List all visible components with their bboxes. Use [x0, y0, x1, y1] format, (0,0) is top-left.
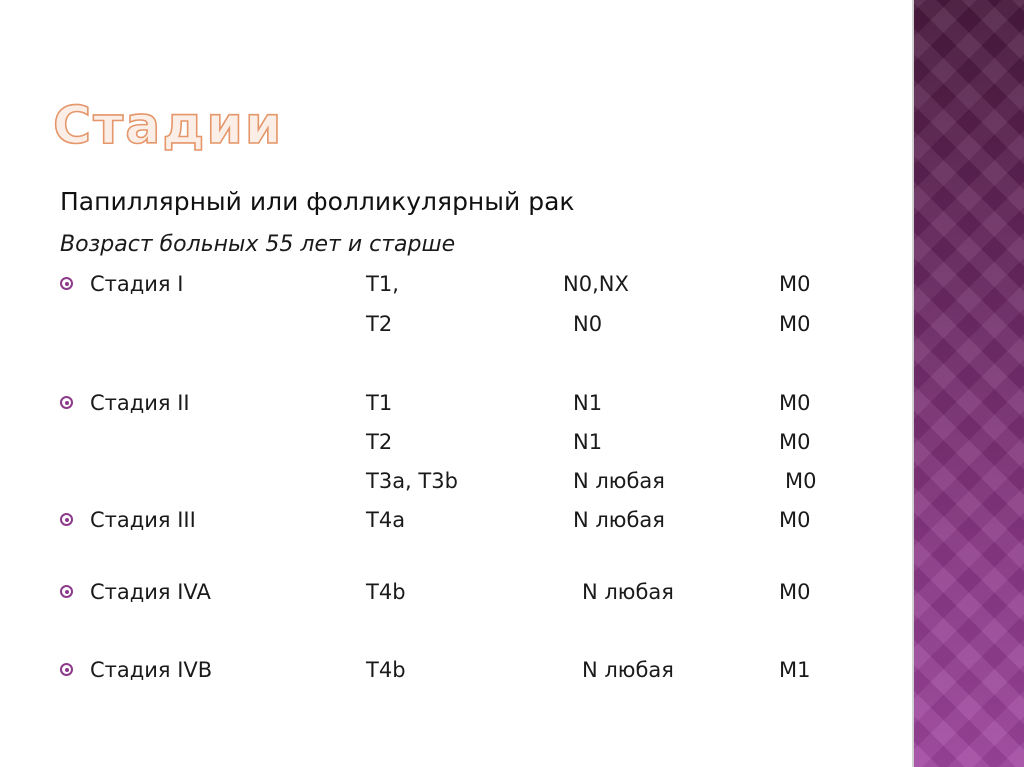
stage-row	[0, 269, 900, 299]
circle-bullet-icon	[60, 663, 73, 676]
circle-bullet-icon	[60, 513, 73, 526]
stage-row	[0, 577, 900, 607]
slide-title: Стадии	[53, 96, 284, 156]
stage-row	[0, 309, 900, 339]
n-value: N1	[573, 391, 603, 415]
stage-label: Стадия IVA	[90, 580, 211, 604]
m-value: M0	[779, 312, 811, 336]
stage-label: Стадия IVB	[90, 658, 213, 682]
m-value: M0	[779, 430, 811, 454]
m-value: M0	[779, 391, 811, 415]
stage-label: Стадия I	[90, 272, 184, 296]
n-value: N любая	[582, 580, 674, 604]
circle-bullet-icon	[60, 585, 73, 598]
m-value: M0	[779, 580, 811, 604]
n-value: N0,NX	[563, 272, 629, 296]
stage-label: Стадия II	[90, 391, 190, 415]
n-value: N любая	[573, 508, 665, 532]
m-value: M0	[779, 508, 811, 532]
n-value: N любая	[582, 658, 674, 682]
t-value: T2	[366, 430, 393, 454]
n-value: N0	[573, 312, 603, 336]
stage-row	[0, 505, 900, 535]
n-value: N1	[573, 430, 603, 454]
circle-bullet-icon	[60, 277, 73, 290]
t-value: T4b	[366, 658, 406, 682]
stage-row	[0, 388, 900, 418]
circle-bullet-icon	[60, 396, 73, 409]
t-value: T1,	[366, 272, 399, 296]
m-value: M0	[779, 272, 811, 296]
t-value: T1	[366, 391, 393, 415]
stage-row	[0, 427, 900, 457]
t-value: T2	[366, 312, 393, 336]
slide-subtitle: Папиллярный или фолликулярный рак	[60, 187, 575, 216]
stage-row	[0, 466, 900, 496]
m-value: M1	[779, 658, 811, 682]
t-value: T3a, T3b	[366, 469, 458, 493]
stage-label: Стадия III	[90, 508, 196, 532]
t-value: T4a	[366, 508, 406, 532]
t-value: T4b	[366, 580, 406, 604]
stage-row	[0, 655, 900, 685]
decorative-side-band	[914, 0, 1024, 767]
n-value: N любая	[573, 469, 665, 493]
m-value: M0	[785, 469, 817, 493]
age-note: Возраст больных 55 лет и старше	[60, 232, 456, 257]
